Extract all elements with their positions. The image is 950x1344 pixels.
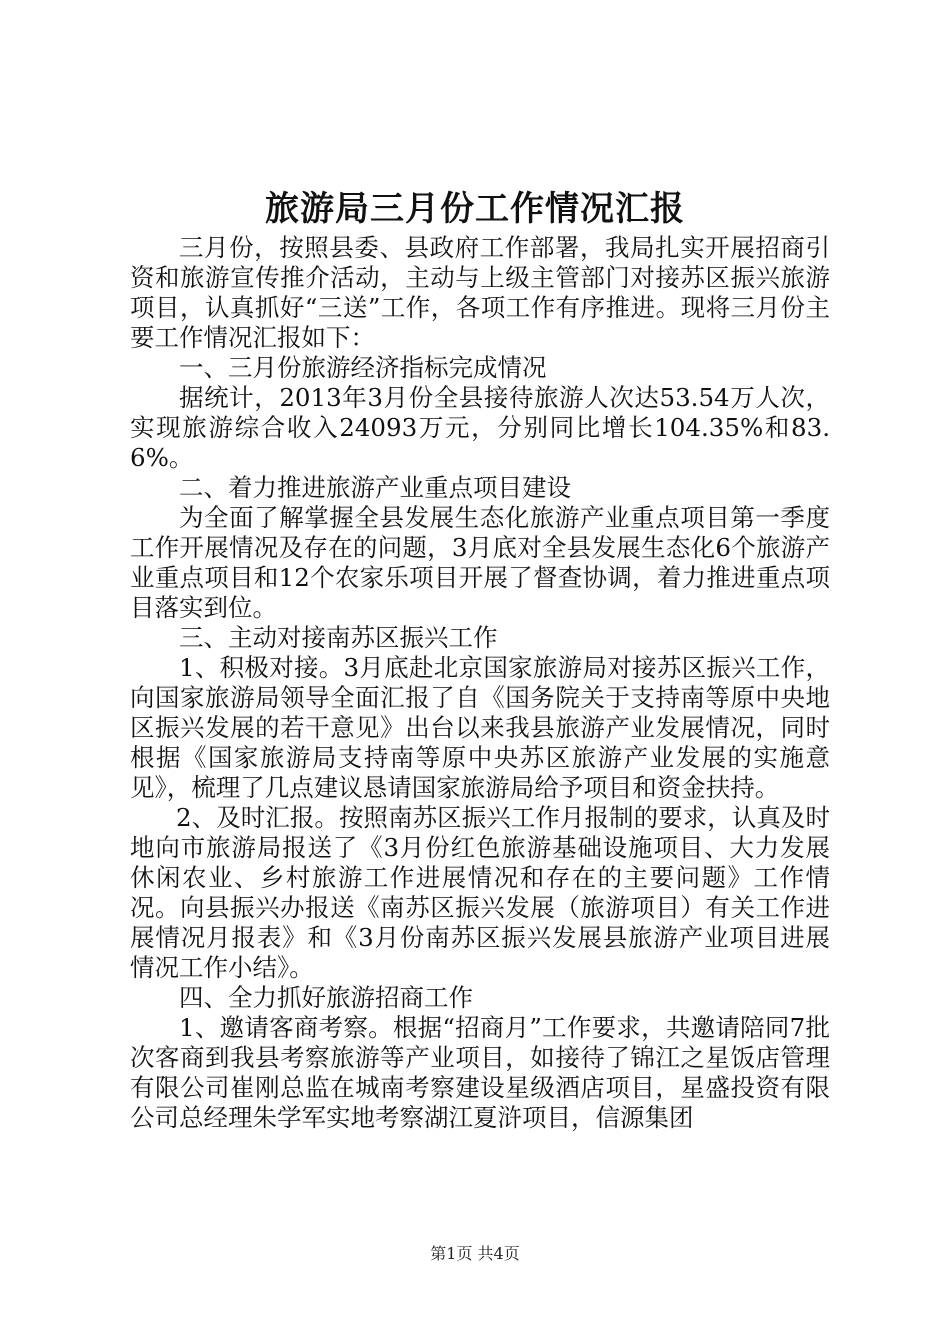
document-title: 旅游局三月份工作情况汇报	[265, 189, 685, 229]
section-3-item-1: 1、积极对接。3月底赴北京国家旅游局对接苏区振兴工作，向国家旅游局领导全面汇报了自《国务院关于支持南等原中央地区振兴发展的若干意见》出台以来我县旅游产业发展情况，同时根据《国家旅游局支持南等原中央苏区旅游产业发展的实施意见》，梳理了几点建议恳请国家旅游局给予项目和资金扶持。	[130, 653, 830, 802]
section-3-heading: 三、主动对接南苏区振兴工作	[179, 623, 498, 652]
section-2-paragraph: 为全面了解掌握全县发展生态化旅游产业重点项目第一季度工作开展情况及存在的问题，3月底对全县发展生态化6个旅游产业重点项目和12个农家乐项目开展了督查协调，着力推进重点项目落实到位。	[130, 503, 830, 622]
section-4-item-1: 1、邀请客商考察。根据“招商月”工作要求，共邀请陪同7批次客商到我县考察旅游等产业项目，如接待了锦江之星饭店管理有限公司崔刚总监在城南考察建设星级酒店项目，星盛投资有限公司总经理朱学军实地考察湖江夏浒项目，信源集团	[130, 1013, 830, 1132]
section-1-paragraph: 据统计，2013年3月份全县接待旅游人次达53.54万人次，实现旅游综合收入24093万元，分别同比增长104.35%和83.6%。	[130, 383, 830, 472]
section-3-item-2: 2、及时汇报。按照南苏区振兴工作月报制的要求，认真及时地向市旅游局报送了《3月份红色旅游基础设施项目、大力发展休闲农业、乡村旅游工作进展情况和存在的主要问题》工作情况。向县振兴办报送《南苏区振兴发展（旅游项目）有关工作进展情况月报表》和《3月份南苏区振兴发展县旅游产业项目进展情况工作小结》。	[130, 803, 830, 982]
document-body	[130, 233, 830, 1133]
section-2-heading: 二、着力推进旅游产业重点项目建设	[179, 473, 571, 502]
intro-paragraph: 三月份，按照县委、县政府工作部署，我局扎实开展招商引资和旅游宣传推介活动，主动与上级主管部门对接苏区振兴旅游项目，认真抓好“三送”工作，各项工作有序推进。现将三月份主要工作情况汇报如下：	[130, 233, 830, 352]
page-number-footer: 第1页 共4页	[430, 1244, 520, 1263]
section-4-heading: 四、全力抓好旅游招商工作	[179, 983, 473, 1012]
section-1-heading: 一、三月份旅游经济指标完成情况	[179, 353, 547, 382]
